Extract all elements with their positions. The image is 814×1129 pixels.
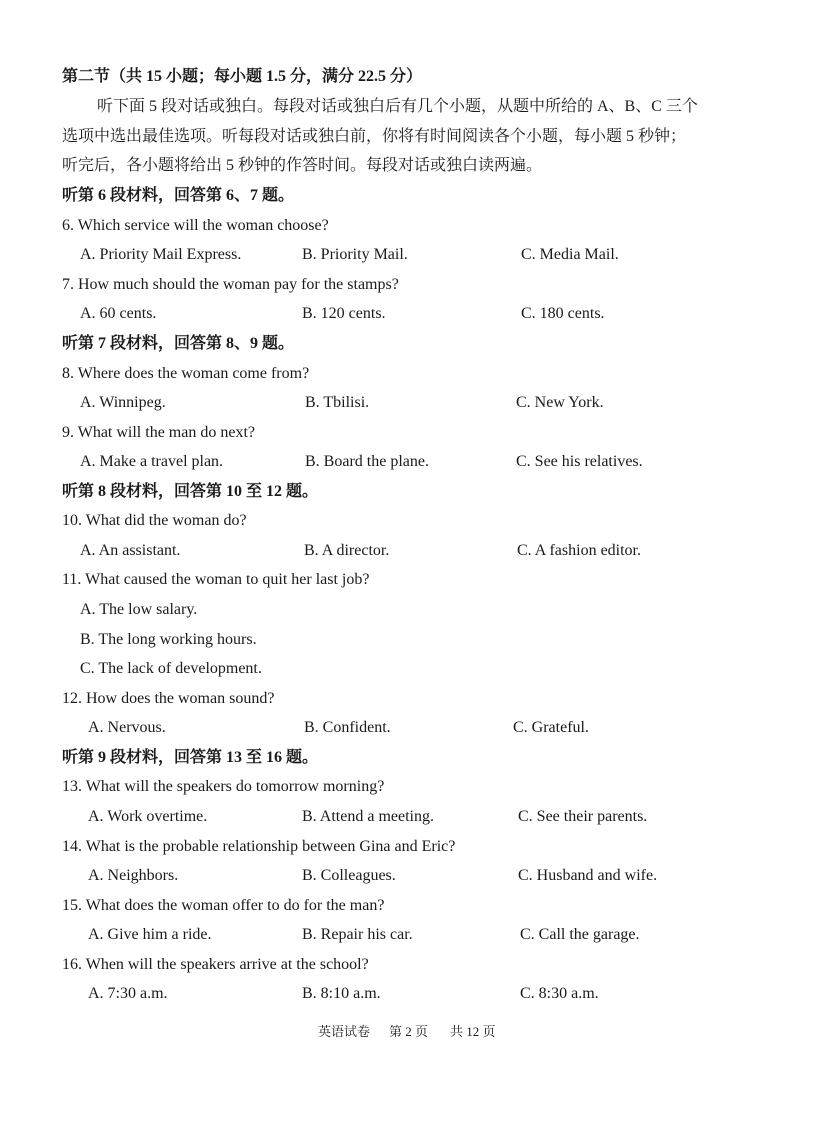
option-a: A. An assistant. (80, 542, 181, 559)
option-c: C. See their parents. (518, 808, 648, 825)
option-b: B. Priority Mail. (302, 246, 408, 263)
option-a: A. Winnipeg. (80, 394, 166, 411)
question-text: 9. What will the man do next? (62, 424, 255, 441)
question-text: 13. What will the speakers do tomorrow morning? (62, 778, 385, 795)
option-b: B. 8:10 a.m. (302, 985, 381, 1002)
option-a: A. Work overtime. (88, 808, 208, 825)
instructions-line-1: 听下面 5 段对话或独白。每段对话或独白后有几个小题，从题中所给的 A、B、C 三个 (97, 98, 698, 115)
option-b: B. Colleagues. (302, 867, 396, 884)
question-text: 15. What does the woman offer to do for the man? (62, 897, 385, 914)
option-c: C. Husband and wife. (518, 867, 658, 884)
option-b: B. Tbilisi. (305, 394, 370, 411)
option-a: A. 7:30 a.m. (88, 985, 168, 1002)
footer-page-number: 第 2 页 (389, 1024, 429, 1039)
footer-total-pages: 共 12 页 (450, 1024, 496, 1039)
option-a: A. Make a travel plan. (80, 453, 224, 470)
instructions-line-3: 听完后，各小题将给出 5 秒钟的作答时间。每段对话或独白读两遍。 (62, 157, 543, 174)
question-text: 11. What caused the woman to quit her last job? (62, 571, 370, 588)
option-c: C. See his relatives. (516, 453, 643, 470)
option-a: A. The low salary. (80, 601, 198, 618)
section-heading: 第二节（共 15 小题；每小题 1.5 分，满分 22.5 分） (62, 68, 423, 85)
option-b: B. The long working hours. (80, 631, 257, 648)
option-c: C. A fashion editor. (517, 542, 641, 559)
question-text: 12. How does the woman sound? (62, 690, 275, 707)
option-a: A. Give him a ride. (88, 926, 212, 943)
option-c: C. 8:30 a.m. (520, 985, 599, 1002)
option-c: C. 180 cents. (521, 305, 605, 322)
instructions-line-2: 选项中选出最佳选项。听每段对话或独白前，你将有时间阅读各个小题，每小题 5 秒钟； (62, 128, 687, 145)
question-text: 8. Where does the woman come from? (62, 365, 310, 382)
option-b: B. Confident. (304, 719, 391, 736)
option-c: C. Grateful. (513, 719, 589, 736)
option-a: A. 60 cents. (80, 305, 157, 322)
option-c: C. Call the garage. (520, 926, 640, 943)
footer-subject: 英语试卷 (318, 1024, 371, 1039)
option-b: B. Board the plane. (305, 453, 429, 470)
question-text: 16. When will the speakers arrive at the school? (62, 956, 369, 973)
question-text: 14. What is the probable relationship between Gina and Eric? (62, 838, 456, 855)
question-text: 6. Which service will the woman choose? (62, 217, 329, 234)
option-b: B. Attend a meeting. (302, 808, 434, 825)
question-text: 10. What did the woman do? (62, 512, 247, 529)
passage-heading: 听第 6 段材料，回答第 6、7 题。 (62, 187, 295, 204)
option-b: B. A director. (304, 542, 390, 559)
option-b: B. 120 cents. (302, 305, 386, 322)
option-a: A. Nervous. (88, 719, 166, 736)
option-a: A. Priority Mail Express. (80, 246, 242, 263)
option-c: C. The lack of development. (80, 660, 262, 677)
passage-heading: 听第 9 段材料，回答第 13 至 16 题。 (62, 749, 319, 766)
option-a: A. Neighbors. (88, 867, 179, 884)
option-b: B. Repair his car. (302, 926, 413, 943)
option-c: C. Media Mail. (521, 246, 619, 263)
passage-heading: 听第 8 段材料，回答第 10 至 12 题。 (62, 483, 319, 500)
option-c: C. New York. (516, 394, 604, 411)
question-text: 7. How much should the woman pay for the stamps? (62, 276, 399, 293)
passage-heading: 听第 7 段材料，回答第 8、9 题。 (62, 335, 295, 352)
